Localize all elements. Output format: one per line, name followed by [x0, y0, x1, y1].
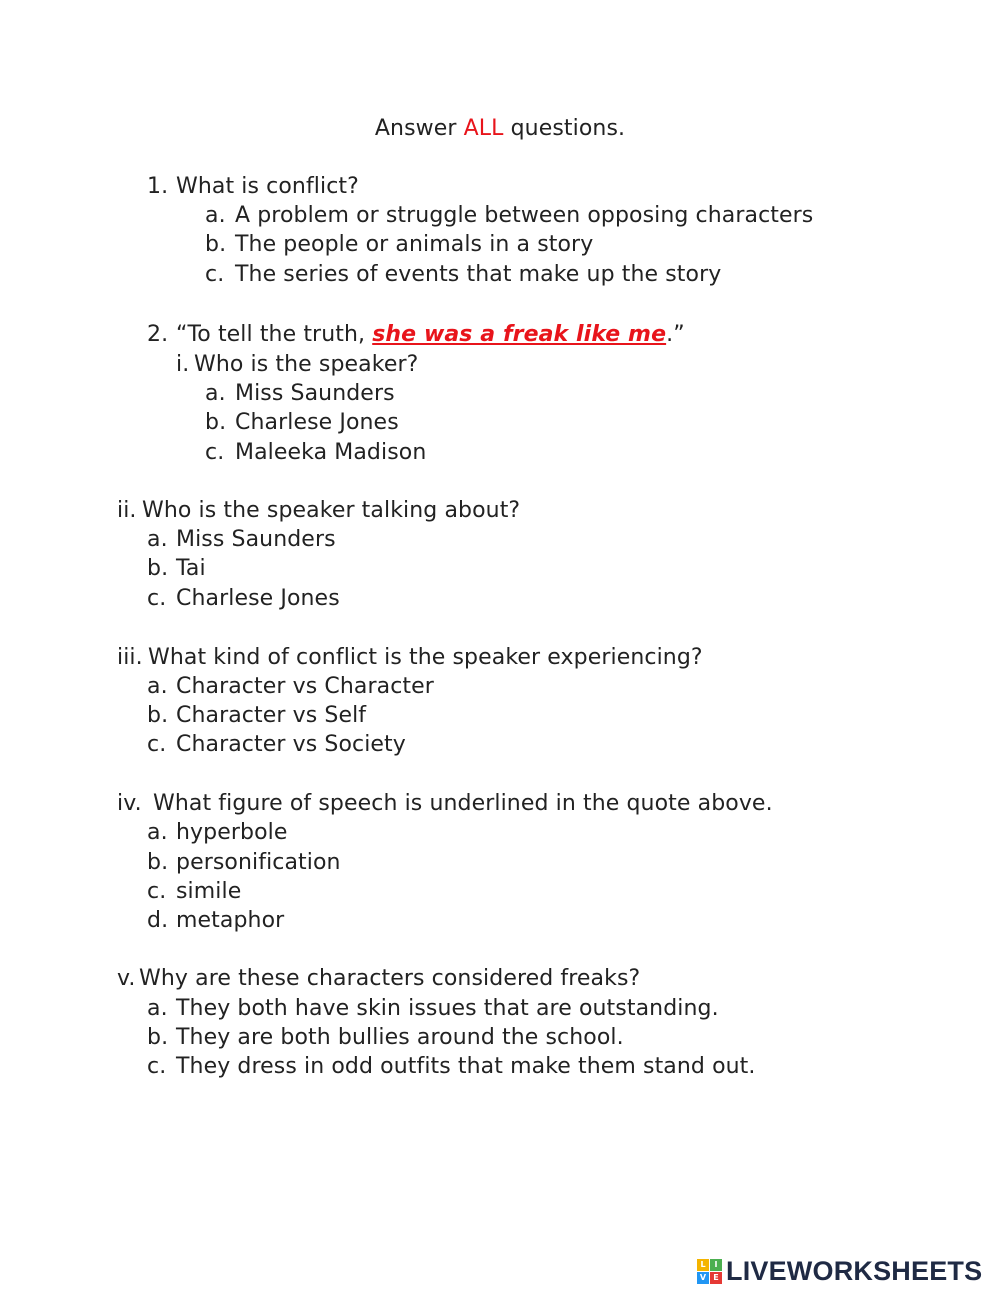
subquestion-iii: [117, 643, 703, 673]
option-label: c.: [147, 1054, 167, 1079]
option-item[interactable]: [147, 877, 241, 907]
option-text: Character vs Character: [176, 674, 434, 699]
option-text: metaphor: [176, 908, 285, 933]
instructions-heading: [0, 114, 1000, 144]
subquestion-iv: [117, 789, 773, 819]
instructions-text-after: questions.: [510, 116, 626, 141]
option-text: Miss Saunders: [235, 381, 395, 406]
option-item[interactable]: [205, 260, 721, 290]
option-item[interactable]: [205, 230, 593, 260]
option-text: Character vs Society: [176, 732, 406, 757]
option-item[interactable]: [147, 672, 434, 702]
option-text: The people or animals in a story: [235, 232, 594, 257]
quote-text-after: .”: [666, 322, 685, 347]
subquestion-i: [176, 350, 418, 380]
question-1: [147, 172, 359, 202]
question-number: 1.: [147, 174, 169, 199]
option-text: Tai: [176, 556, 206, 581]
option-item[interactable]: [147, 584, 340, 614]
option-label: b.: [147, 703, 169, 728]
option-label: b.: [205, 410, 227, 435]
option-item[interactable]: [205, 379, 395, 409]
option-label: c.: [205, 262, 225, 287]
option-text: personification: [176, 850, 341, 875]
logo-wordmark: LIVEWORKSHEETS: [726, 1255, 983, 1286]
option-text: They are both bullies around the school.: [176, 1025, 624, 1050]
option-item[interactable]: [147, 994, 719, 1024]
option-label: a.: [147, 820, 168, 845]
option-item[interactable]: [147, 818, 287, 848]
option-text: Maleeka Madison: [235, 440, 427, 465]
option-label: a.: [205, 381, 226, 406]
option-label: b.: [147, 556, 169, 581]
option-text: They dress in odd outfits that make them stand out.: [176, 1054, 756, 1079]
question-text: What is conflict?: [176, 174, 359, 199]
subquestion-label: iv.: [117, 791, 142, 816]
option-text: They both have skin issues that are outstanding.: [176, 996, 719, 1021]
subquestion-label: ii.: [117, 498, 137, 523]
option-label: a.: [205, 203, 226, 228]
option-label: a.: [147, 996, 168, 1021]
quote-underlined-phrase: she was a freak like me: [372, 322, 667, 347]
option-label: a.: [147, 527, 168, 552]
subquestion-text: Who is the speaker talking about?: [142, 498, 521, 523]
option-label: b.: [147, 1025, 169, 1050]
option-item[interactable]: [147, 554, 206, 584]
option-text: The series of events that make up the story: [235, 262, 722, 287]
option-text: Charlese Jones: [235, 410, 399, 435]
subquestion-label: iii.: [117, 645, 143, 670]
option-label: d.: [147, 908, 169, 933]
option-item[interactable]: [147, 1052, 756, 1082]
option-label: c.: [147, 732, 167, 757]
option-label: a.: [147, 674, 168, 699]
subquestion-text: What kind of conflict is the speaker experiencing?: [148, 645, 703, 670]
logo-cube-letter: L: [697, 1259, 709, 1271]
logo-cube-letter: V: [697, 1272, 709, 1284]
logo-cube-letter: I: [710, 1259, 722, 1271]
subquestion-ii: [117, 496, 520, 526]
instructions-highlight: ALL: [463, 116, 504, 141]
instructions-text-before: Answer: [374, 116, 457, 141]
option-text: hyperbole: [176, 820, 288, 845]
subquestion-text: Why are these characters considered freaks?: [139, 966, 641, 991]
option-text: Character vs Self: [176, 703, 367, 728]
option-text: Miss Saunders: [176, 527, 336, 552]
option-label: b.: [147, 850, 169, 875]
option-text: Charlese Jones: [176, 586, 340, 611]
option-item[interactable]: [147, 1023, 624, 1053]
logo-cube-icon: [697, 1259, 722, 1284]
logo-cube-letter: E: [710, 1272, 722, 1284]
option-label: c.: [147, 586, 167, 611]
subquestion-label: i.: [176, 352, 190, 377]
question-number: 2.: [147, 322, 169, 347]
option-item[interactable]: [205, 201, 813, 231]
option-item[interactable]: [205, 438, 426, 468]
option-item[interactable]: [147, 906, 284, 936]
option-item[interactable]: [205, 408, 399, 438]
subquestion-text: Who is the speaker?: [194, 352, 419, 377]
option-item[interactable]: [147, 701, 366, 731]
option-item[interactable]: [147, 525, 336, 555]
option-label: c.: [147, 879, 167, 904]
option-text: simile: [176, 879, 242, 904]
option-label: c.: [205, 440, 225, 465]
option-item[interactable]: [147, 848, 341, 878]
subquestion-label: v.: [117, 966, 136, 991]
quote-text-before: “To tell the truth,: [176, 322, 373, 347]
liveworksheets-logo: [697, 1254, 982, 1288]
subquestion-text: What figure of speech is underlined in the quote above.: [153, 791, 773, 816]
subquestion-v: [117, 964, 640, 994]
option-text: A problem or struggle between opposing characters: [235, 203, 814, 228]
option-label: b.: [205, 232, 227, 257]
option-item[interactable]: [147, 730, 406, 760]
question-2-quote: [147, 320, 685, 350]
